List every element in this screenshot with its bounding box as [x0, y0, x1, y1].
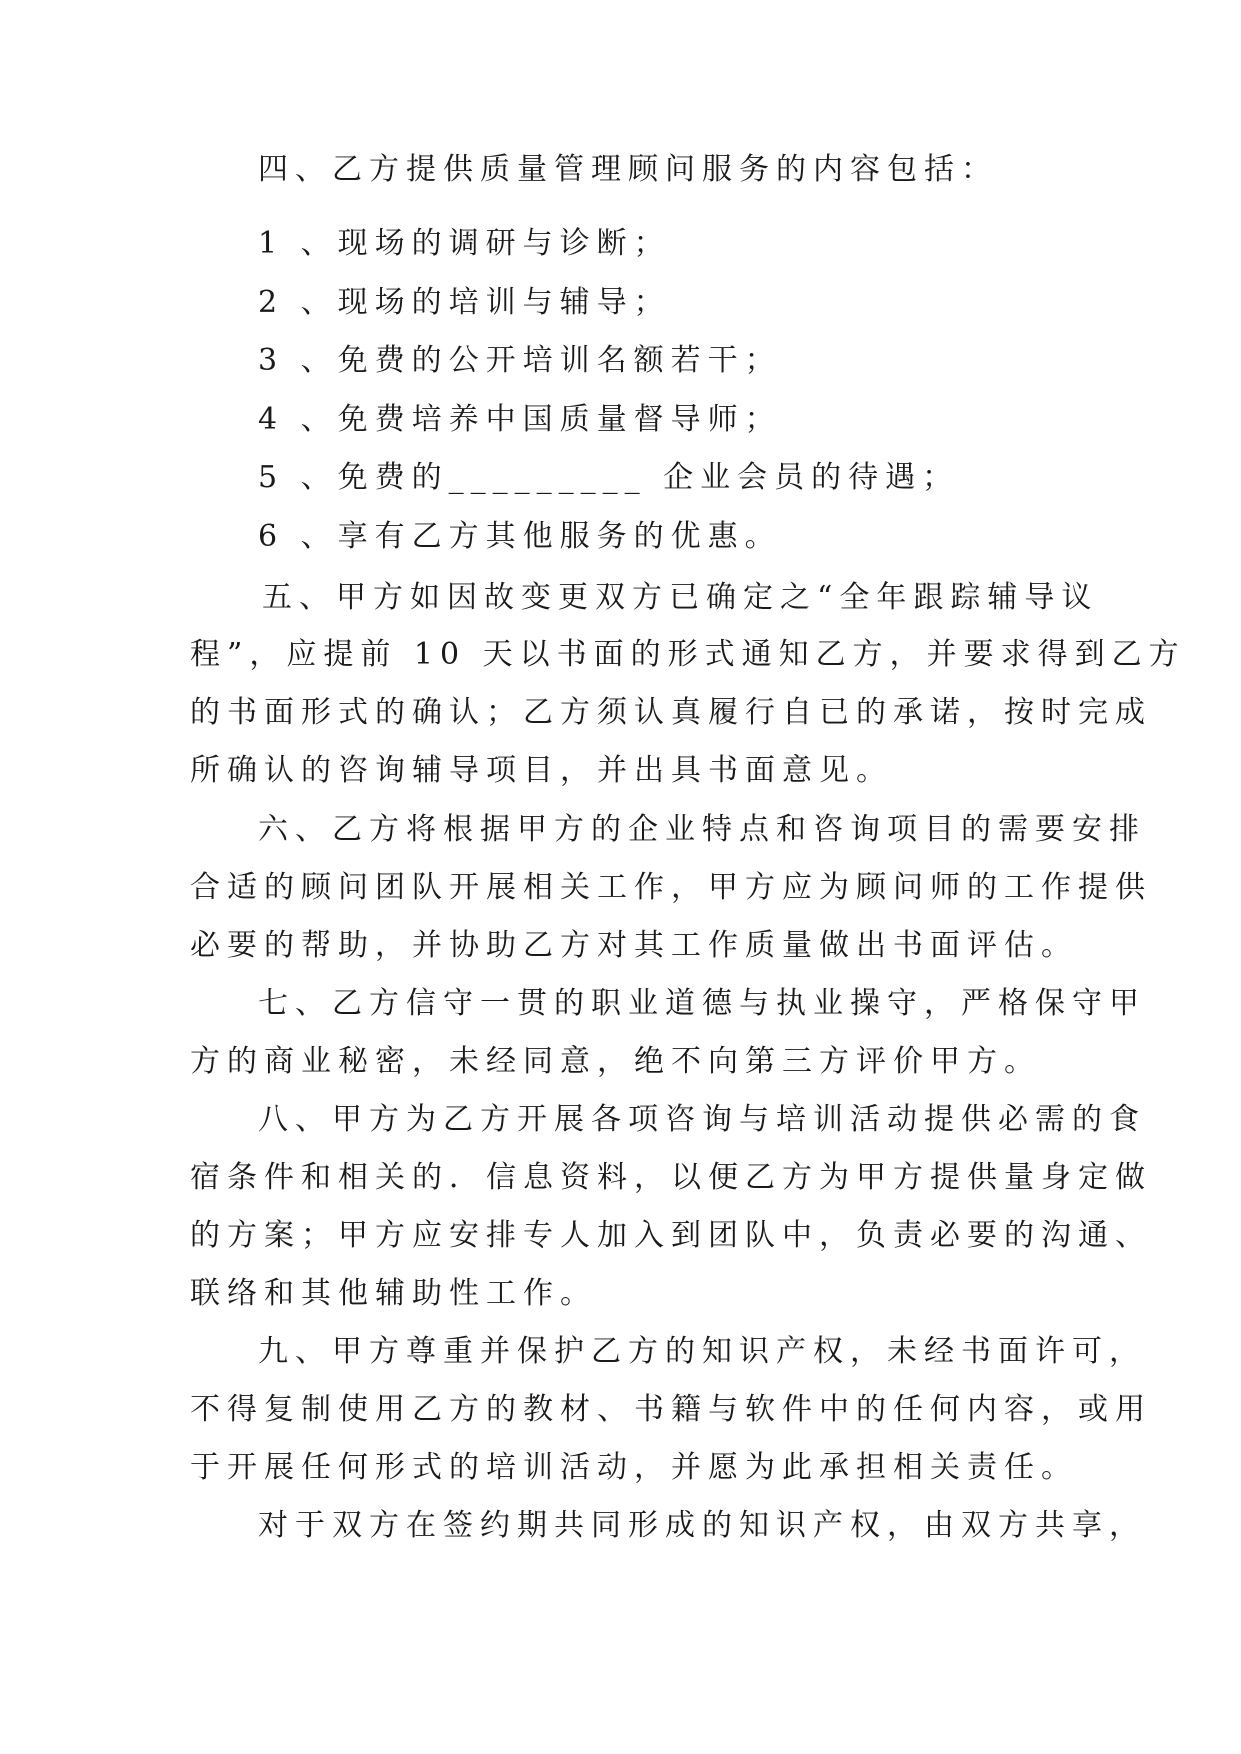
- clause-8-line-2: 宿条件和相关的．信息资料，以便乙方为甲方提供量身定做: [190, 1160, 1152, 1195]
- clause-5-line-3: 的书面形式的确认；乙方须认真履行自已的承诺，按时完成: [190, 695, 1152, 730]
- clause-4-heading: 四、乙方提供质量管理顾问服务的内容包括：: [258, 152, 998, 187]
- clause-8-line-1: 八、甲方为乙方开展各项咨询与培训活动提供必需的食: [258, 1102, 1146, 1137]
- clause-4-item-3: 3 、免费的公开培训名额若干；: [258, 343, 782, 378]
- clause-7-line-2: 方的商业秘密，未经同意，绝不向第三方评价甲方。: [190, 1044, 1041, 1079]
- clause-7-line-1: 七、乙方信守一贯的职业道德与执业操守，严格保守甲: [258, 986, 1146, 1021]
- clause-9-line-1: 九、甲方尊重并保护乙方的知识产权，未经书面许可，: [258, 1334, 1146, 1369]
- clause-6-line-1: 六、乙方将根据甲方的企业特点和咨询项目的需要安排: [258, 812, 1146, 847]
- clause-5-line-2: 程”，应提前 10 天以书面的形式通知乙方，并要求得到乙方: [190, 637, 1186, 672]
- clause-6-line-3: 必要的帮助，并协助乙方对其工作质量做出书面评估。: [190, 928, 1078, 963]
- clause-4-item-4: 4 、免费培养中国质量督导师；: [258, 402, 782, 437]
- clause-5-line-1: 五、甲方如因故变更双方已确定之“全年跟踪辅导议: [262, 580, 1099, 615]
- clause-8-line-3: 的方案；甲方应安排专人加入到团队中，负责必要的沟通、: [190, 1218, 1152, 1253]
- clause-5-line-4: 所确认的咨询辅导项目，并出具书面意见。: [190, 753, 893, 788]
- ip-paragraph-line-1: 对于双方在签约期共同形成的知识产权，由双方共享，: [258, 1508, 1146, 1543]
- clause-6-line-2: 合适的顾问团队开展相关工作，甲方应为顾问师的工作提供: [190, 870, 1152, 905]
- clause-4-item-5: 5 、免费的_________ 企业会员的待遇；: [258, 460, 960, 495]
- clause-9-line-3: 于开展任何形式的培训活动，并愿为此承担相关责任。: [190, 1450, 1078, 1485]
- clause-4-item-6: 6 、享有乙方其他服务的优惠。: [258, 519, 782, 554]
- clause-9-line-2: 不得复制使用乙方的教材、书籍与软件中的任何内容，或用: [190, 1392, 1152, 1427]
- clause-4-item-1: 1 、现场的调研与诊断；: [258, 226, 671, 261]
- clause-4-item-2: 2 、现场的培训与辅导；: [258, 285, 671, 320]
- clause-8-line-4: 联络和其他辅助性工作。: [190, 1276, 597, 1311]
